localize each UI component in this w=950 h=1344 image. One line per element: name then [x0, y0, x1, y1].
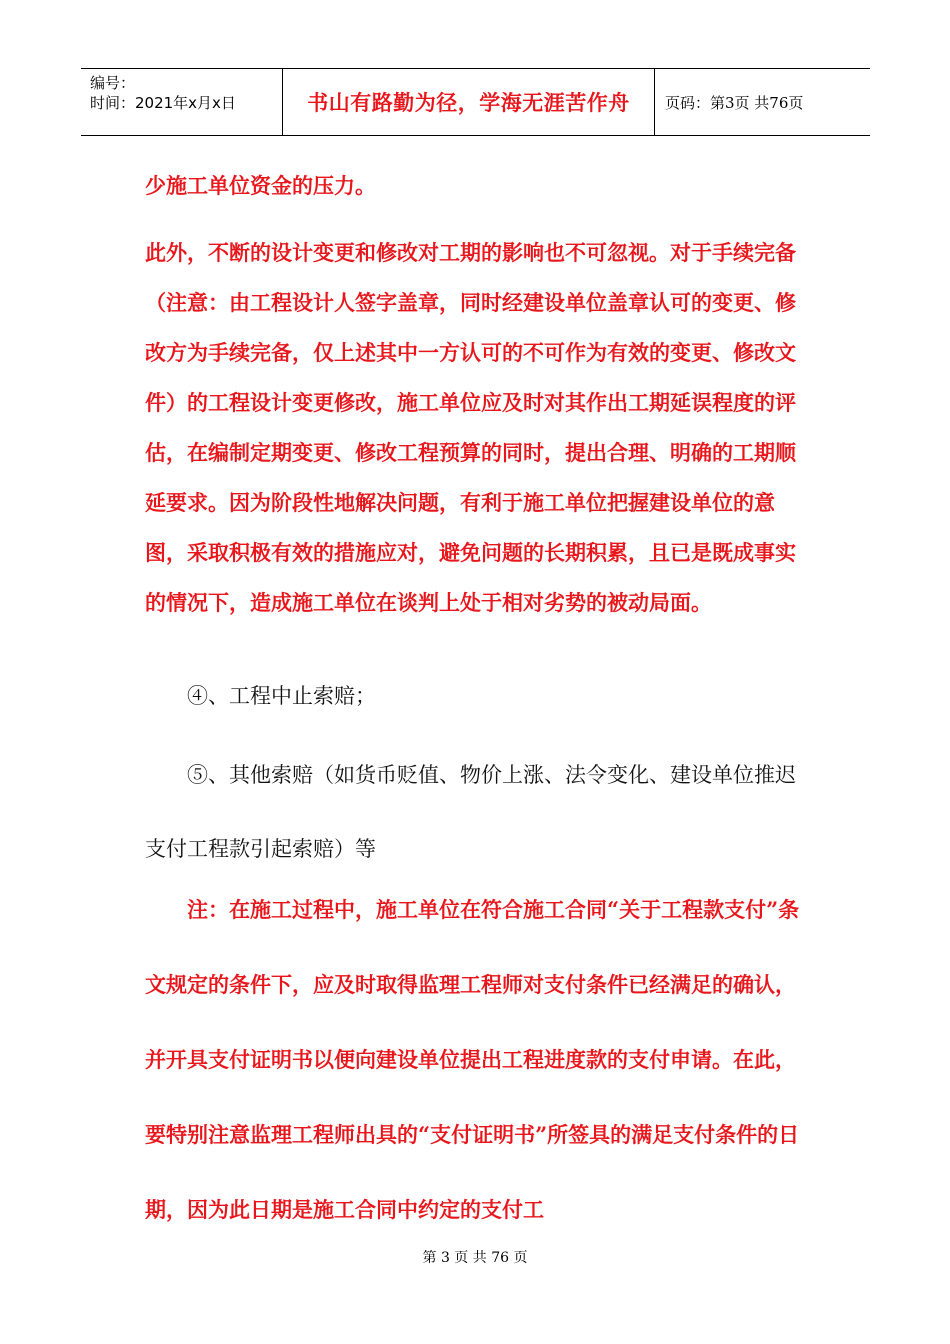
page-header [81, 68, 870, 136]
header-meta [81, 69, 282, 135]
paragraph-continuation: 少施工单位资金的压力。 [145, 173, 376, 198]
header-page-info: 页码：第3页 共76页 [665, 93, 804, 112]
document-date: 时间：2021年x月x日 [90, 94, 236, 112]
header-motto: 书山有路勤为径，学海无涯苦作舟 [282, 69, 655, 135]
paragraph-payment-note: 注：在施工过程中，施工单位在符合施工合同“关于工程款支付”条文规定的条件下，应及时取得监理工程师对支付条件已经满足的确认，并开具支付证明书以便向建设单位提出工程进度款的支付申请。在此，要特别注意监理工程师出具的“支付证明书”所签具的满足支付条件的日期，因为此日期是施工合同中约定的支付工 [145, 897, 800, 1222]
list-item-other-claims: ⑤、其他索赔（如货币贬值、物价上涨、法令变化、建设单位推迟支付工程款引起索赔）等 [145, 763, 796, 861]
document-number-label: 编号： [90, 74, 136, 92]
page-footer: 第 3 页 共 76 页 [422, 1250, 528, 1266]
list-item-suspension-claim: ④、工程中止索赔； [187, 684, 376, 708]
paragraph-design-change: 此外，不断的设计变更和修改对工期的影响也不可忽视。对于手续完备（注意：由工程设计人签字盖章，同时经建设单位盖章认可的变更、修改方为手续完备，仅上述其中一方认可的不可作为有效的变更、修改文件）的工程设计变更修改，施工单位应及时对其作出工期延误程度的评估，在编制定期变更、修改工程预算的同时，提出合理、明确的工期顺延要求。因为阶段性地解决问题，有利于施工单位把握建设单位的意图，采取积极有效的措施应对，避免问题的长期积累，且已是既成事实的情况下，造成施工单位在谈判上处于相对劣势的被动局面。 [145, 240, 796, 615]
